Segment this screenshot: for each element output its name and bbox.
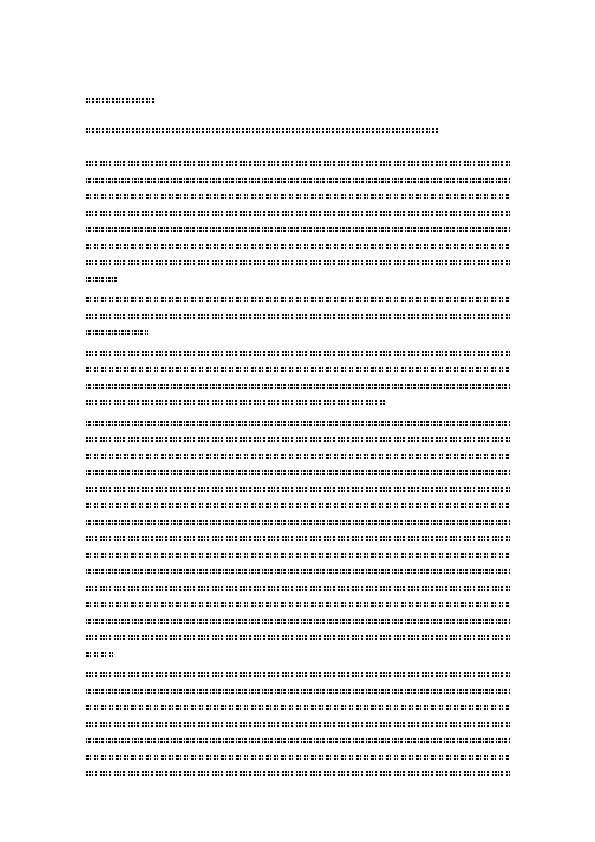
text-line	[86, 580, 510, 597]
body-text	[86, 155, 510, 786]
text-line	[86, 155, 510, 172]
text-line	[86, 188, 510, 205]
text-line	[86, 394, 510, 411]
text-line	[86, 613, 510, 630]
paragraph	[86, 345, 510, 411]
text-line	[86, 497, 510, 514]
text-line	[86, 172, 510, 189]
text-line	[86, 666, 510, 683]
text-line	[86, 324, 510, 341]
text-line	[86, 415, 510, 432]
text-line	[86, 254, 510, 271]
text-line	[86, 481, 510, 498]
text-line	[86, 765, 510, 782]
text-line	[86, 464, 510, 481]
text-line	[86, 646, 510, 663]
text-line	[86, 732, 510, 749]
text-line	[86, 378, 510, 395]
text-line	[86, 547, 510, 564]
paragraph	[86, 155, 510, 287]
text-line	[86, 448, 510, 465]
text-line	[86, 514, 510, 531]
chapter-label	[86, 95, 156, 107]
paragraph	[86, 666, 510, 782]
text-line	[86, 699, 510, 716]
text-line	[86, 596, 510, 613]
text-line	[86, 271, 510, 288]
text-line	[86, 361, 510, 378]
text-line	[86, 563, 510, 580]
text-line	[86, 238, 510, 255]
text-line	[86, 629, 510, 646]
text-line	[86, 749, 510, 766]
text-line	[86, 683, 510, 700]
text-line	[86, 345, 510, 362]
text-line	[86, 291, 510, 308]
text-line	[86, 308, 510, 325]
text-line	[86, 716, 510, 733]
chapter-label-illegible-text	[86, 97, 156, 103]
text-line	[86, 221, 510, 238]
paragraph	[86, 415, 510, 663]
text-line	[86, 530, 510, 547]
paragraph	[86, 291, 510, 341]
text-line	[86, 431, 510, 448]
section-heading-illegible-text	[86, 127, 438, 133]
section-heading	[86, 125, 438, 137]
text-line	[86, 205, 510, 222]
